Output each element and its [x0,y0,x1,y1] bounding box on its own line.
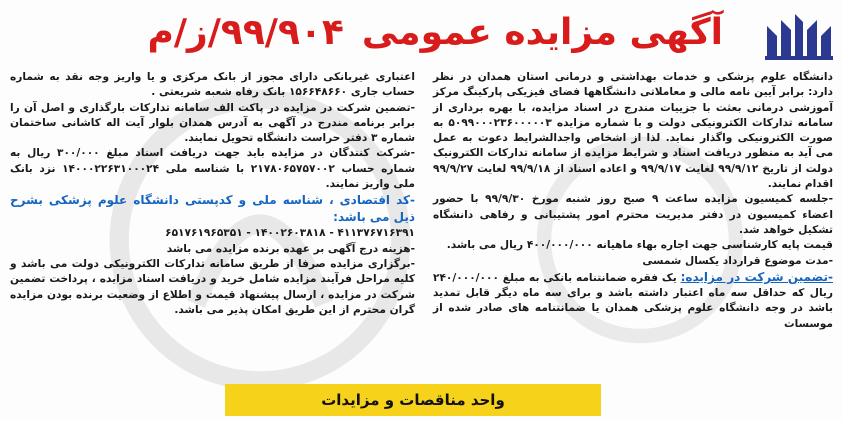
header [0,6,843,60]
economic-codes: ۴۱۱۳۷۶۷۱۶۳۹۱ - ۱۴۰۰۲۶۰۳۸۱۸ - ۶۵۱۷۶۱۹۶۵۳۵۱ [165,227,415,240]
paragraph-intro: دانشگاه علوم پزشکی و خدمات بهداشتی و درمانی استان همدان در نظر دارد: برابر آیین نامه مالی و معاملاتی دانشگاهها فضای فیزیکی پارکینگ مرکز آموزشی درمانی بعثت با جزییات مندرج در اسناد مزایده، با بهره برداری از سامانه تدارکات الکترونیکی دولت و با شماره مزایده ۵۰۹۹۰۰۰۲۳۶۰۰۰۰۰۳ به صورت الکترونیکی واگذار نماید. لذا از اشخاص واجدالشرایط دعوت به عمل می آید به منظور دریافت اسناد و شرایط مزایده از سامانه تدارکات الکترونیک دولت از تاریخ ۹۹/۹/۱۲ لغایت ۹۹/۹/۱۷ و اعاده اسناد از ۹۹/۹/۱۸ لغایت ۹۹/۹/۲۷ اقدام نمایند. [433,71,833,191]
paragraph-duration: -مدت موضوع قرارداد یکسال شمسی [642,254,833,267]
footer-banner: واحد مناقصات و مزایدات [225,384,601,416]
left-column [10,70,415,318]
ad-number: ۹۹/۹۰۴/ز/م [147,12,344,53]
economic-code-heading: -کد اقتصادی ، شناسه ملی و کدپستی دانشگاه علوم پزشکی بشرح ذیل می باشد: [10,193,415,225]
right-column [433,70,833,332]
guarantee-heading: -تضمین شرکت در مزایده: [680,269,833,284]
paragraph-base-price: قیمت پایه کارشناسی جهت اجاره بهاء ماهیانه ۴۰۰/۰۰۰/۰۰۰ ریال می باشد. [446,239,833,252]
paragraph-ad-cost: -هزینه درج آگهی بر عهده برنده مزایده می باشد [166,242,415,255]
university-logo-icon [763,8,835,60]
paragraph-guarantee-upload: -تضمین شرکت در مزایده در پاکت الف سامانه تدارکات بارگذاری و اصل آن را برابر برنامه مندرج در آگهی به آدرس همدان بلوار آیت اله کاشانی ساختمان شماره ۳ دفتر حراست دانشگاه تحویل نمایند. [10,101,415,145]
guarantee-text: یک فقره ضمانتنامه بانکی به مبلغ ۲۴۰/۰۰۰/۰۰۰ ریال که حداقل سه ماه اعتبار داشته باشد و برای سه ماه دیگر قابل تمدید باشد در وجه دانشگاه علوم پزشکی همدان یا ضمانتنامه های صادر شده از موسسات [433,271,833,330]
paragraph-electronic-process: -برگزاری مزایده صرفا از طریق سامانه تدارکات الکترونیکی دولت می باشد و کلیه مراحل فرآیند مزایده شامل خرید و دریافت اسناد مزایده ، پرداخت تضمین شرکت در مزایده ، ارسال پیشنهاد قیمت و اطلاع از وضعیت برنده بودن مزایده گران محترم از این طریق امکان پذیر می باشد. [10,257,415,316]
ad-title [147,8,723,58]
title-text: آگهی مزایده عمومی [361,12,723,53]
paragraph-guarantee [433,269,833,332]
paragraph-bank-account: اعتباری غیربانکی دارای مجوز از بانک مرکزی و یا واریز وجه نقد به شماره حساب جاری ۱۵۶۶۴۸۶۶۰ بانک رفاه شعبه شریعتی . [10,71,415,99]
paragraph-commission: -جلسه کمیسیون مزایده ساعت ۹ صبح روز شنبه مورخ ۹۹/۹/۳۰ با حضور اعضاء کمیسیون در دفتر مدیریت محترم امور پشتیبانی و رفاهی دانشگاه تشکیل خواهد شد. [433,193,833,236]
paragraph-document-fee: -شرکت کنندگان در مزایده باید جهت دریافت اسناد مبلغ ۳۰۰/۰۰۰ ریال به شماره حساب ۲۱۷۸۰۶۵۷۵۷۰۰۲ با شناسه ملی ۱۴۰۰۰۲۲۶۳۱۰۰۰۲۴ نزد بانک ملی واریز نمایند. [10,147,415,191]
